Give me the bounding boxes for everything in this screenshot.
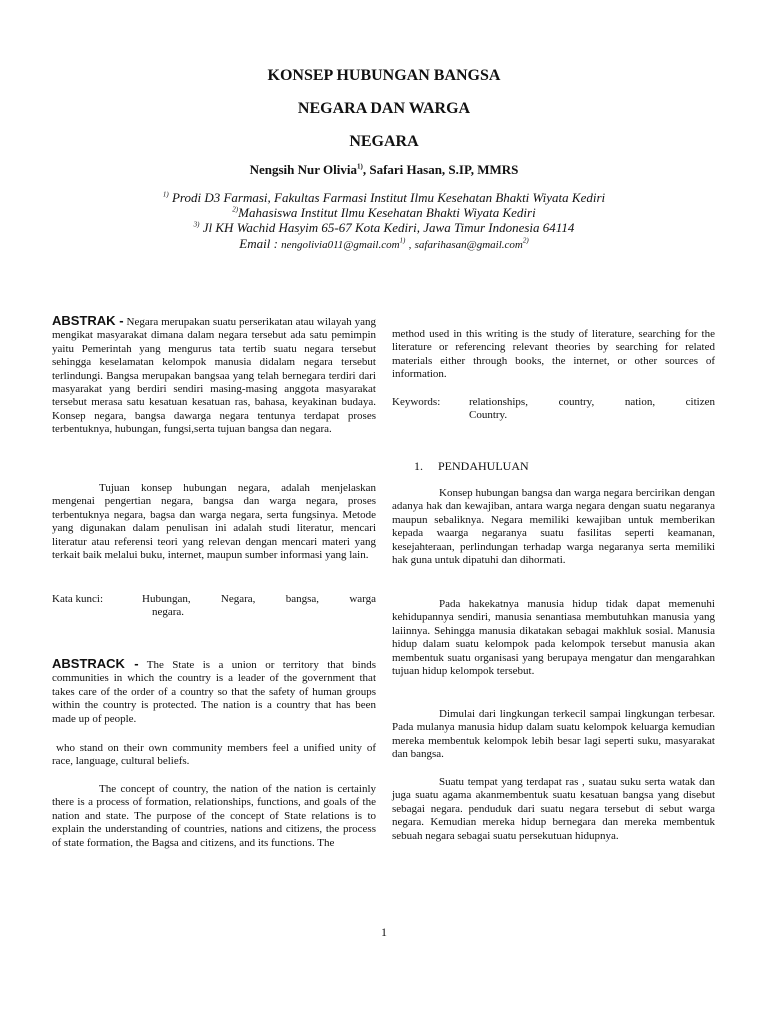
author-1-name: Nengsih Nur Olivia — [249, 162, 357, 177]
intro-paragraph-4: Suatu tempat yang terdapat ras , suatau suku serta watak dan juga suatu agama akanmembentuk suatu kesatuan bangsa yang disebut sebagai negara. penduduk dari suatu negara tersebut di sebut warga negara. Kemudian mereka hidup bernegara dan mereka membentuk sebuah negara sebagai suatu persekutuan hidupnya. — [392, 776, 715, 842]
intro-paragraph-2-block — [392, 598, 715, 678]
keywords-label: Keywords: — [392, 396, 441, 408]
abstrak-heading: ABSTRAK - — [52, 313, 124, 328]
abstrak-paragraph-2-block — [52, 482, 376, 562]
affiliation-2-sup: 2) — [232, 205, 239, 214]
email-1[interactable]: nengolivia011@gmail.com — [281, 239, 400, 251]
abstrack-paragraph-2: who stand on their own community members feel a unified unity of race, language, cultural beliefs. — [52, 742, 376, 768]
abstrack-paragraph-3: The concept of country, the nation of the nation is certainly there is a process of formation, relationships, functions, and goals of the nation and state. The purpose of the concept of State relations is to explain the understanding of countries, nations and citizens, the process of state formation, the Bagsa and citizens, and its functions. The — [52, 783, 376, 849]
affiliation-3-sup: 3) — [193, 220, 200, 229]
paper-title-line-1: KONSEP HUBUNGAN BANGSA — [267, 67, 501, 84]
keywords-values-cont: Country. — [469, 409, 508, 422]
keywords-row — [392, 396, 715, 409]
email-2-sup: 2) — [522, 236, 529, 245]
intro-paragraph-1-block — [392, 487, 715, 567]
abstrak-section — [52, 314, 376, 437]
abstrack-paragraph-2-block — [52, 742, 376, 769]
section-title: PENDAHULUAN — [438, 459, 529, 473]
email-line — [0, 236, 768, 254]
abstrak-paragraph-1 — [52, 314, 376, 437]
abstrack-section — [52, 657, 376, 726]
abstrak-text-1: Negara merupakan suatu perserikatan atau wilayah yang mengikat masyarakat dimana dalam negara tersebut ada satu pemimpin yaitu Pemerintah yang mengurus tata tertib suatu negara tersebut sehingga keselamatan kelompok manusia didalam negara tersebut terlindungi. Bangsa merupakan bangsaa yang telah bernegara terdiri dari masyarakat yang berdiri sendiri masing-masing anggota masyarakat tersebut merasa satu kesatuan kesatuan ras, bahasa, keyakinan budaya. Konsep negara, bangsa dawarga negara tentunya terdapat proses terbentuknya, hubungan, fungsi,serta tujuan bangsa dan negara. — [52, 316, 376, 436]
affiliation-1-sup: 1) — [162, 190, 169, 199]
paper-title-line-3: NEGARA — [349, 133, 419, 150]
affiliation-3 — [0, 220, 768, 236]
intro-paragraph-4-block — [392, 776, 715, 843]
email-label: Email : — [239, 236, 278, 251]
abstract-continuation-block — [392, 328, 715, 382]
section-heading-pendahuluan — [414, 459, 529, 474]
intro-paragraph-3-block — [392, 708, 715, 762]
kata-kunci-values-cont: negara. — [152, 606, 185, 619]
author-2-name: Safari Hasan, S.IP, MMRS — [369, 162, 519, 177]
affiliation-2 — [0, 205, 768, 221]
affiliation-3-text: Jl KH Wachid Hasyim 65-67 Kota Kediri, Jawa Timur Indonesia 64114 — [202, 220, 575, 235]
kata-kunci-block — [52, 593, 376, 620]
abstrak-paragraph-2: Tujuan konsep hubungan negara, adalah menjelaskan mengenai pengertian negara, bangsa dan warga negara, proses terbentuknya negara, bagsa dan warga negara, serta fungsinya. Metode yang digunakan dalam penulisan ini adalah studi literatur, mencari literatur atau referensi teori yang relevan dengan mencari materi yang terkait baik melalui buku, internet, maupun sumber informasi yang lain. — [52, 482, 376, 562]
affiliation-1-text: Prodi D3 Farmasi, Fakultas Farmasi Institut Ilmu Kesehatan Bhakti Wiyata Kediri — [171, 190, 606, 205]
abstract-continuation: method used in this writing is the study of literature, searching for the literature or referencing relevant theories by searching for related materials either through books, the internet, or other sources of information. — [392, 328, 715, 381]
kata-kunci-label: Kata kunci: — [52, 593, 104, 605]
email-separator: , — [408, 239, 412, 251]
author-list — [0, 162, 768, 178]
kata-kunci-values: Hubungan, Negara, bangsa, warga — [142, 593, 376, 605]
intro-paragraph-1: Konsep hubungan bangsa dan warga negara bercirikan dengan adanya hak dan kewajiban, antara warga negara dengan suatu negaranya maupun sebaliknya. Negara memiliki kewajiban untuk memberikan kepada waarga negaranya suatu fasilitas seperti keamanan, kesejahteraan, perlindungan terhadap warga negaranya serta memiliki hak guna untuk dipatuhi dan dihormati. — [392, 487, 715, 567]
email-2[interactable]: safarihasan@gmail.com — [414, 239, 523, 251]
author-1-sup: 1) — [357, 162, 363, 171]
abstrack-paragraph-3-block — [52, 783, 376, 850]
section-number: 1. — [414, 459, 423, 473]
abstrack-paragraph-1 — [52, 657, 376, 726]
paper-title-line-2: NEGARA DAN WARGA — [297, 100, 471, 117]
keywords-block — [392, 396, 715, 423]
page-number: 1 — [381, 925, 387, 939]
intro-paragraph-3: Dimulai dari lingkungan terkecil sampai lingkungan terbesar. Pada mulanya manusia hidup dalam suatu kelompok keluarga kemudian mereka membentuk kelompok lebih besar lagi seperti suku, masyarakat dan bangsa. — [392, 708, 715, 761]
intro-paragraph-2: Pada hakekatnya manusia hidup tidak dapat memenuhi kehidupannya sendiri, manusia senantiasa membutuhkan manusia yang laiinnya. Sehingga manusia dikatakan sebagai makhluk sosial. Manusia hidup dalam suatu kelompok pada kelompok tersebut manusia akan membentuk suatu organisasi yang berupaya mengatur dan mengarahkan tujuan hidup kelompok tersebut. — [392, 598, 715, 678]
kata-kunci-row — [52, 593, 376, 606]
affiliation-1 — [0, 190, 768, 206]
affiliation-2-text: Mahasiswa Institut Ilmu Kesehatan Bhakti Wiyata Kediri — [238, 205, 536, 220]
abstrack-heading: ABSTRACK - — [52, 656, 139, 671]
abstrack-text-1: The State is a union or territory that binds communities in which the country is a leader of the government that takes care of the order of a country so that the safety of human groups within the country is protected. The nation is a country that has been made up of people. — [52, 659, 376, 725]
keywords-values: relationships, country, nation, citizen — [469, 396, 715, 408]
email-1-sup: 1) — [399, 236, 406, 245]
author-separator: , — [362, 162, 367, 177]
